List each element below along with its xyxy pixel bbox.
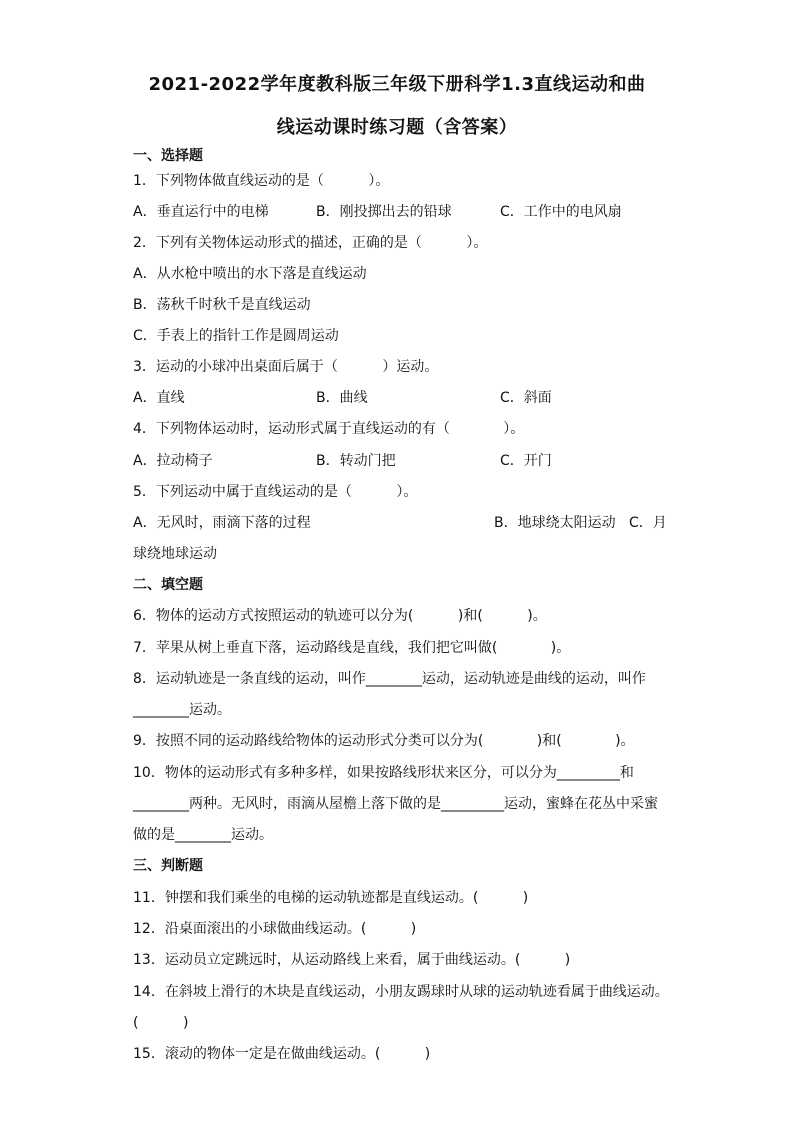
question-1-option-b: B．刚投掷出去的铅球 (316, 204, 452, 220)
question-10-line-3: 做的是________运动。 (133, 827, 273, 843)
question-10-line-2: ________两种。无风时，雨滴从屋檐上落下做的是_________运动，蜜蜂在花丛中采蜜 (133, 796, 658, 812)
question-5-stem: 5．下列运动中属于直线运动的是（ ）。 (133, 484, 418, 500)
question-14-line-1: 14．在斜坡上滑行的木块是直线运动，小朋友踢球时从球的运动轨迹看属于曲线运动。 (133, 984, 669, 1000)
section-heading-choice: 一、选择题 (133, 148, 203, 164)
question-1-stem: 1．下列物体做直线运动的是（ ）。 (133, 173, 390, 189)
section-heading-judge: 三、判断题 (133, 858, 203, 874)
question-1-option-c: C．工作中的电风扇 (500, 204, 622, 220)
question-4-option-c: C．开门 (500, 453, 552, 469)
question-7: 7．苹果从树上垂直下落，运动路线是直线，我们把它叫做( )。 (133, 640, 571, 656)
question-5-option-a: A．无风时，雨滴下落的过程 (133, 515, 311, 531)
question-4-stem: 4．下列物体运动时，运动形式属于直线运动的有（ ）。 (133, 421, 525, 437)
question-10-line-1: 10．物体的运动形式有多种多样，如果按路线形状来区分，可以分为_________和 (133, 765, 634, 781)
question-5-option-continuation: 球绕地球运动 (133, 546, 217, 562)
question-3-option-a: A．直线 (133, 390, 185, 406)
question-3-option-b: B．曲线 (316, 390, 368, 406)
question-2-option-c: C．手表上的指针工作是圆周运动 (133, 328, 339, 344)
title-line-2: 线运动课时练习题（含答案） (276, 117, 518, 138)
question-6: 6．物体的运动方式按照运动的轨迹可以分为( )和( )。 (133, 608, 547, 624)
question-2-option-b: B．荡秋千时秋千是直线运动 (133, 297, 311, 313)
question-2-option-a: A．从水枪中喷出的水下落是直线运动 (133, 266, 367, 282)
question-11: 11．钟摆和我们乘坐的电梯的运动轨迹都是直线运动。( ) (133, 890, 529, 906)
question-12: 12．沿桌面滚出的小球做曲线运动。( ) (133, 921, 417, 937)
question-4-option-a: A．拉动椅子 (133, 453, 213, 469)
question-13: 13．运动员立定跳远时，从运动路线上来看，属于曲线运动。( ) (133, 952, 571, 968)
title-line-1: 2021-2022学年度教科版三年级下册科学1.3直线运动和曲 (148, 74, 646, 95)
question-3-stem: 3．运动的小球冲出桌面后属于（ ）运动。 (133, 359, 439, 375)
question-3-option-c: C．斜面 (500, 390, 552, 406)
question-8-line-2: ________运动。 (133, 702, 231, 718)
question-1-option-a: A．垂直运行中的电梯 (133, 204, 269, 220)
section-heading-fill: 二、填空题 (133, 577, 203, 593)
question-5-option-b-c: B．地球绕太阳运动 C．月 (494, 515, 667, 531)
question-2-stem: 2．下列有关物体运动形式的描述，正确的是（ ）。 (133, 235, 488, 251)
question-4-option-b: B．转动门把 (316, 453, 396, 469)
question-9: 9．按照不同的运动路线给物体的运动形式分类可以分为( )和( )。 (133, 733, 635, 749)
question-8-line-1: 8．运动轨迹是一条直线的运动，叫作________运动，运动轨迹是曲线的运动，叫作 (133, 671, 646, 687)
question-14-line-2: ( ) (133, 1015, 189, 1031)
question-15: 15．滚动的物体一定是在做曲线运动。( ) (133, 1046, 431, 1062)
